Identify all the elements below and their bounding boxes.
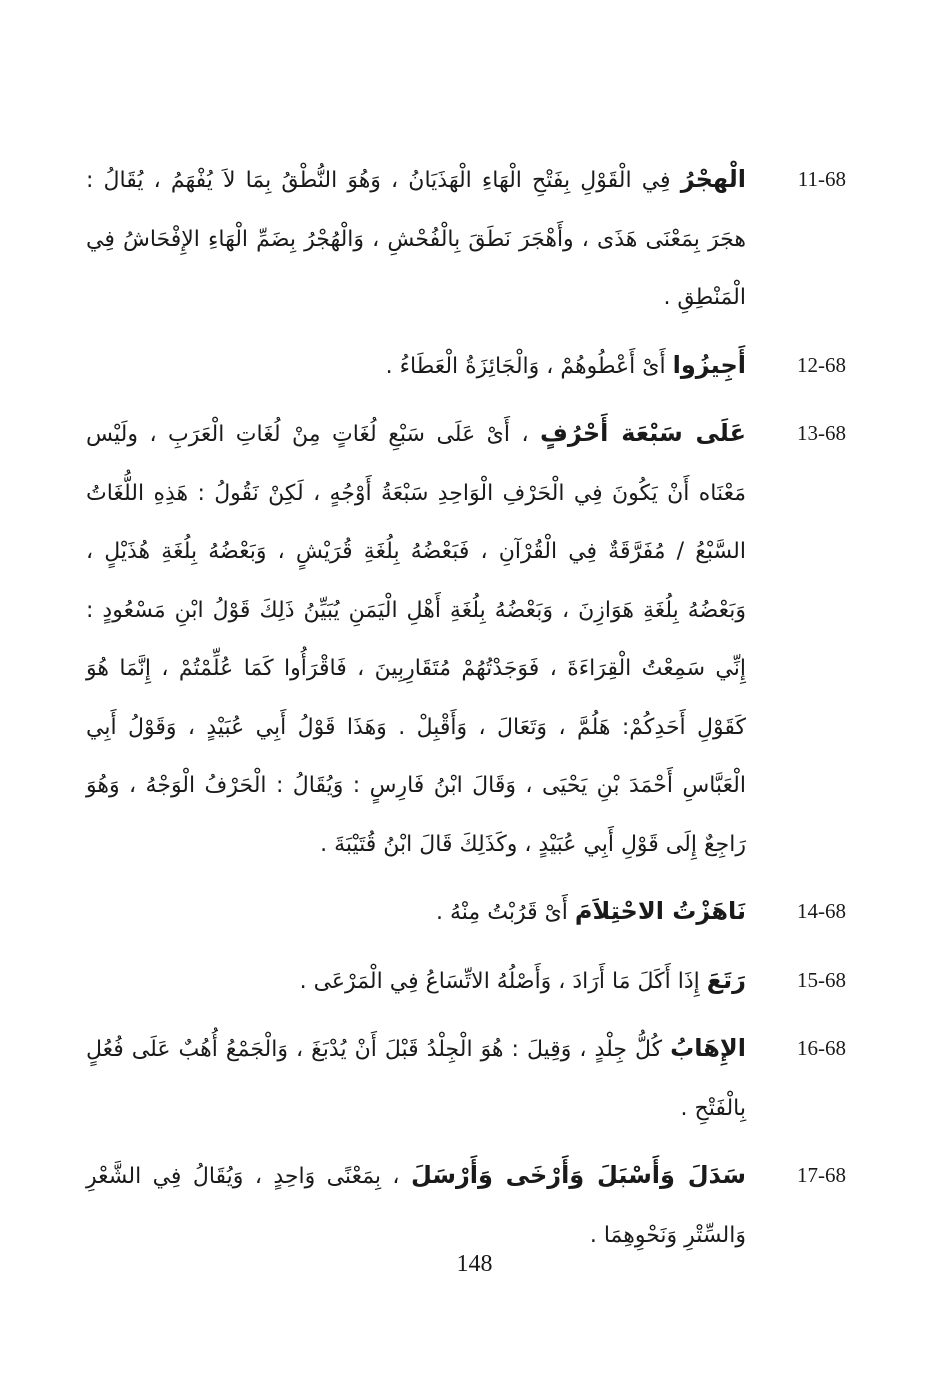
entry-definition: كُلُّ جِلْدٍ ، وَقِيلَ : هُوَ الْجِلْدُ قَبْلَ أَنْ يُدْبَغَ ، وَالْجَمْعُ أُهُبٌ عَلَى فُعُلٍ بِالْفَتْحِ . [86, 1037, 746, 1121]
entry-headword: عَلَى سَبْعَة أَحْرُفٍ [540, 419, 746, 447]
entry-definition: ، أَىْ عَلَى سَبْعِ لُغَاتٍ مِنْ لُغَاتِ الْعَرَبِ ، ولَيْس مَعْنَاه أَنْ يَكُونَ فِي الْحَرْفِ الْوَاحِدِ سَبْعَةُ أَوْجُهٍ ، لَكِنْ نَقُولُ : هَذِهِ اللُّغَاتُ السَّبْعُ / مُفَرَّقَةٌ فِي الْقُرْآنِ ، فَبَعْضُهُ بِلُغَةِ قُرَيْشٍ ، وَبَعْضُهُ بِلُغَةِ هُذَيْلٍ ، وَبَعْضُهُ بِلُغَةِ هَوَازِنَ ، وَبَعْضُهُ بِلُغَةِ أَهْلِ الْيَمَنِ يُبَيِّنُ ذَلِكَ قَوْلُ ابْنِ مَسْعُودٍ : إِنِّي سَمِعْتُ الْقِرَاءَةَ ، فَوَجَدْتُهُمْ مُتَقَارِبِينَ ، فَاقْرَأُوا كَمَا عُلِّمْتُمْ ، إِنَّمَا هُوَ كَقَوْلِ أَحَدِكُمْ: هَلُمَّ ، وَتَعَالَ ، وَأَقْبِلْ . وَهَذَا قَوْلُ أَبِي عُبَيْدٍ ، وَقَوْلُ أَبِي الْعَبَّاسِ أَحْمَدَ بْنِ يَحْيَى ، وَقَالَ ابْنُ فَارِسٍ : وَيُقَالُ : الْحَرْفُ الْوَجْهُ ، وَهُوَ رَاجِعٌ إِلَى قَوْلِ أَبِي عُبَيْدٍ ، وكَذَلِكَ قَالَ ابْنُ قُتَيْبَةَ . [86, 422, 746, 857]
entry-number: 14-68 [797, 899, 846, 923]
entry-number: 16-68 [797, 1036, 846, 1060]
entry-text [86, 1019, 746, 1138]
entry-definition: ، بِمَعْنًى وَاحِدٍ ، وَيُقَالُ فِي الشَّعْرِ وَالسِّتْرِ وَنَحْوِهِمَا . [86, 1164, 746, 1248]
entry-headword: سَدَلَ وَأَسْبَلَ وَأَرْخَى وَأَرْسَلَ [410, 1161, 747, 1189]
entry-number: 17-68 [797, 1163, 846, 1187]
glossary-entry [86, 882, 846, 943]
entry-text [86, 150, 746, 328]
glossary-entries [86, 150, 846, 1273]
entry-definition: إِذَا أَكَلَ مَا أَرَادَ ، وَأَصْلُهُ الاتِّسَاعُ فِي الْمَرْعَى . [299, 968, 707, 994]
entry-definition: أَىْ قَرُبْتُ مِنْهُ . [436, 900, 575, 925]
entry-number: 13-68 [797, 421, 846, 445]
entry-text [86, 336, 746, 397]
glossary-entry [86, 404, 846, 874]
entry-headword: رَتَعَ [706, 965, 746, 994]
entry-headword: الإِهَابُ [670, 1034, 746, 1062]
glossary-entry [86, 336, 846, 397]
entry-number: 12-68 [797, 352, 846, 377]
entry-number: 11-68 [797, 167, 846, 191]
entry-headword: أَجِيزُوا [672, 350, 746, 379]
entry-headword: نَاهَزْتُ الاحْتِلاَمَ [574, 897, 746, 925]
entry-headword: الْهجْرُ [680, 165, 746, 193]
entry-definition: فِي الْقَوْلِ بِفَتْحِ الْهَاءِ الْهَذَيَانُ ، وَهُوَ النُّطْقُ بِمَا لاَ يُفْهَمُ ، يُقَالُ : هجَرَ بِمَعْنَى هَذَى ، وأَهْجَرَ نَطَقَ بِالْفُحْشِ ، وَالْهُجْرُ بِضَمِّ الْهَاءِ الإِفْحَاشُ فِي الْمَنْطِقِ . [86, 168, 746, 310]
entry-number: 15-68 [797, 967, 846, 992]
entry-text [86, 404, 746, 874]
entry-text [86, 882, 746, 943]
entry-definition: أَىْ أَعْطُوهُمْ ، وَالْجَائِزَةُ الْعَطَاءُ . [385, 353, 673, 379]
glossary-entry [86, 951, 846, 1012]
entry-text [86, 951, 746, 1012]
glossary-entry [86, 150, 846, 328]
glossary-entry [86, 1019, 846, 1138]
page-number: 148 [456, 1251, 493, 1277]
